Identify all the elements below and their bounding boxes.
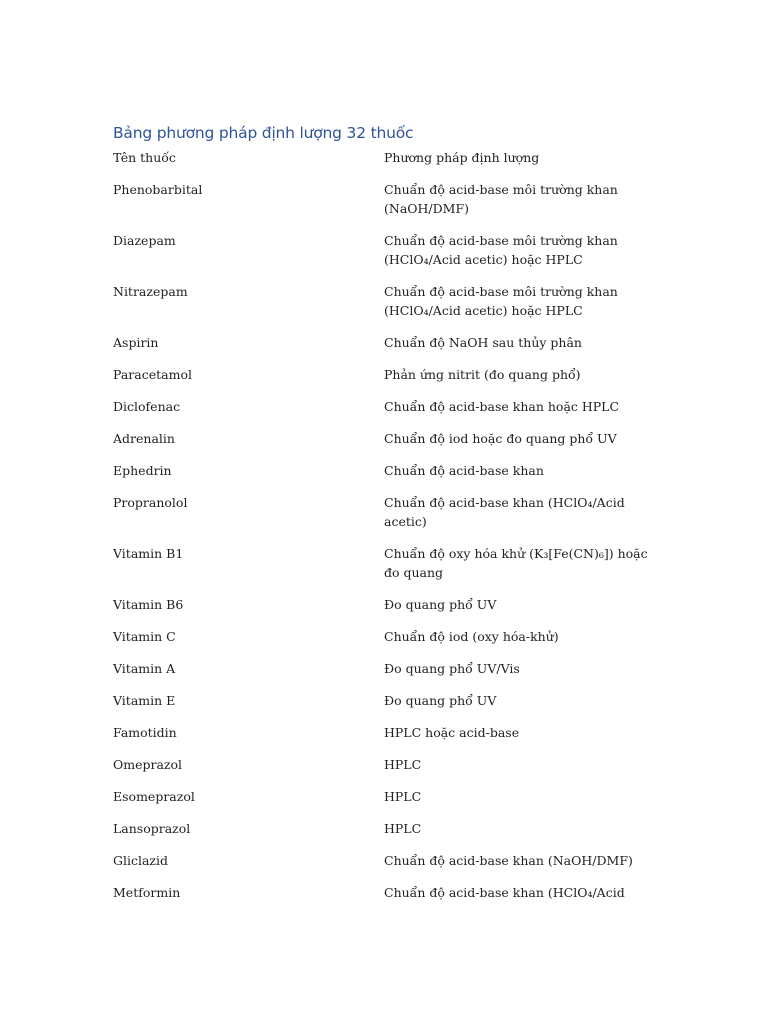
drug-name: Adrenalin [113, 431, 175, 446]
assay-method: Chuẩn độ iod hoặc đo quang phổ UV [384, 431, 617, 446]
drug-name: Phenobarbital [113, 182, 203, 197]
table-row [113, 461, 658, 480]
assay-method: Chuẩn độ acid-base khan (HClO₄/Acid acetic) [384, 495, 625, 529]
assay-method: HPLC hoặc acid-base [384, 725, 520, 740]
drug-name: Nitrazepam [113, 284, 188, 299]
assay-method: Chuẩn độ acid-base môi trường khan (NaOH/DMF) [384, 182, 618, 216]
header-drug-name: Tên thuốc [113, 150, 176, 165]
drug-name: Vitamin B6 [113, 597, 184, 612]
drug-name: Esomeprazol [113, 789, 195, 804]
drug-name: Paracetamol [113, 367, 192, 382]
table-row [113, 755, 658, 774]
assay-method: Chuẩn độ acid-base khan (NaOH/DMF) [384, 853, 633, 868]
drug-method-table [113, 148, 658, 915]
assay-method: Chuẩn độ acid-base môi trường khan (HClO₄/Acid acetic) hoặc HPLC [384, 284, 618, 318]
table-row [113, 851, 658, 870]
assay-method: Đo quang phổ UV/Vis [384, 661, 520, 676]
assay-method: Phản ứng nitrit (đo quang phổ) [384, 367, 581, 382]
assay-method: Chuẩn độ acid-base khan (HClO₄/Acid [384, 885, 625, 900]
table-row [113, 819, 658, 838]
table-row [113, 180, 658, 218]
table-row [113, 544, 658, 582]
assay-method: HPLC [384, 821, 422, 836]
assay-method: Đo quang phổ UV [384, 693, 497, 708]
drug-name: Ephedrin [113, 463, 172, 478]
assay-method: Chuẩn độ oxy hóa khử (K₃[Fe(CN)₆]) hoặc đo quang [384, 546, 648, 580]
assay-method: Đo quang phổ UV [384, 597, 497, 612]
table-row [113, 627, 658, 646]
drug-name: Propranolol [113, 495, 188, 510]
assay-method: Chuẩn độ iod (oxy hóa-khử) [384, 629, 559, 644]
table-row [113, 365, 658, 384]
drug-name: Famotidin [113, 725, 177, 740]
drug-name: Lansoprazol [113, 821, 191, 836]
drug-name: Metformin [113, 885, 181, 900]
document-title: Bảng phương pháp định lượng 32 thuốc [113, 124, 414, 142]
table-row [113, 282, 658, 320]
table-row [113, 595, 658, 614]
table-row [113, 659, 658, 678]
drug-name: Diclofenac [113, 399, 181, 414]
drug-name: Gliclazid [113, 853, 169, 868]
table-header-row [113, 148, 658, 167]
assay-method: HPLC [384, 757, 422, 772]
drug-name: Vitamin B1 [113, 546, 184, 561]
header-method: Phương pháp định lượng [384, 150, 540, 165]
table-row [113, 723, 658, 742]
assay-method: Chuẩn độ acid-base khan [384, 463, 544, 478]
table-row [113, 333, 658, 352]
drug-name: Omeprazol [113, 757, 183, 772]
table-row [113, 429, 658, 448]
table-row [113, 691, 658, 710]
assay-method: Chuẩn độ acid-base môi trường khan (HClO₄/Acid acetic) hoặc HPLC [384, 233, 618, 267]
drug-name: Diazepam [113, 233, 176, 248]
table-row [113, 787, 658, 806]
assay-method: Chuẩn độ acid-base khan hoặc HPLC [384, 399, 620, 414]
assay-method: Chuẩn độ NaOH sau thủy phân [384, 335, 582, 350]
table-row [113, 231, 658, 269]
table-row [113, 493, 658, 531]
assay-method: HPLC [384, 789, 422, 804]
drug-name: Aspirin [113, 335, 159, 350]
drug-name: Vitamin C [113, 629, 176, 644]
table-row [113, 883, 658, 902]
drug-name: Vitamin E [113, 693, 176, 708]
table-row [113, 397, 658, 416]
drug-name: Vitamin A [113, 661, 176, 676]
